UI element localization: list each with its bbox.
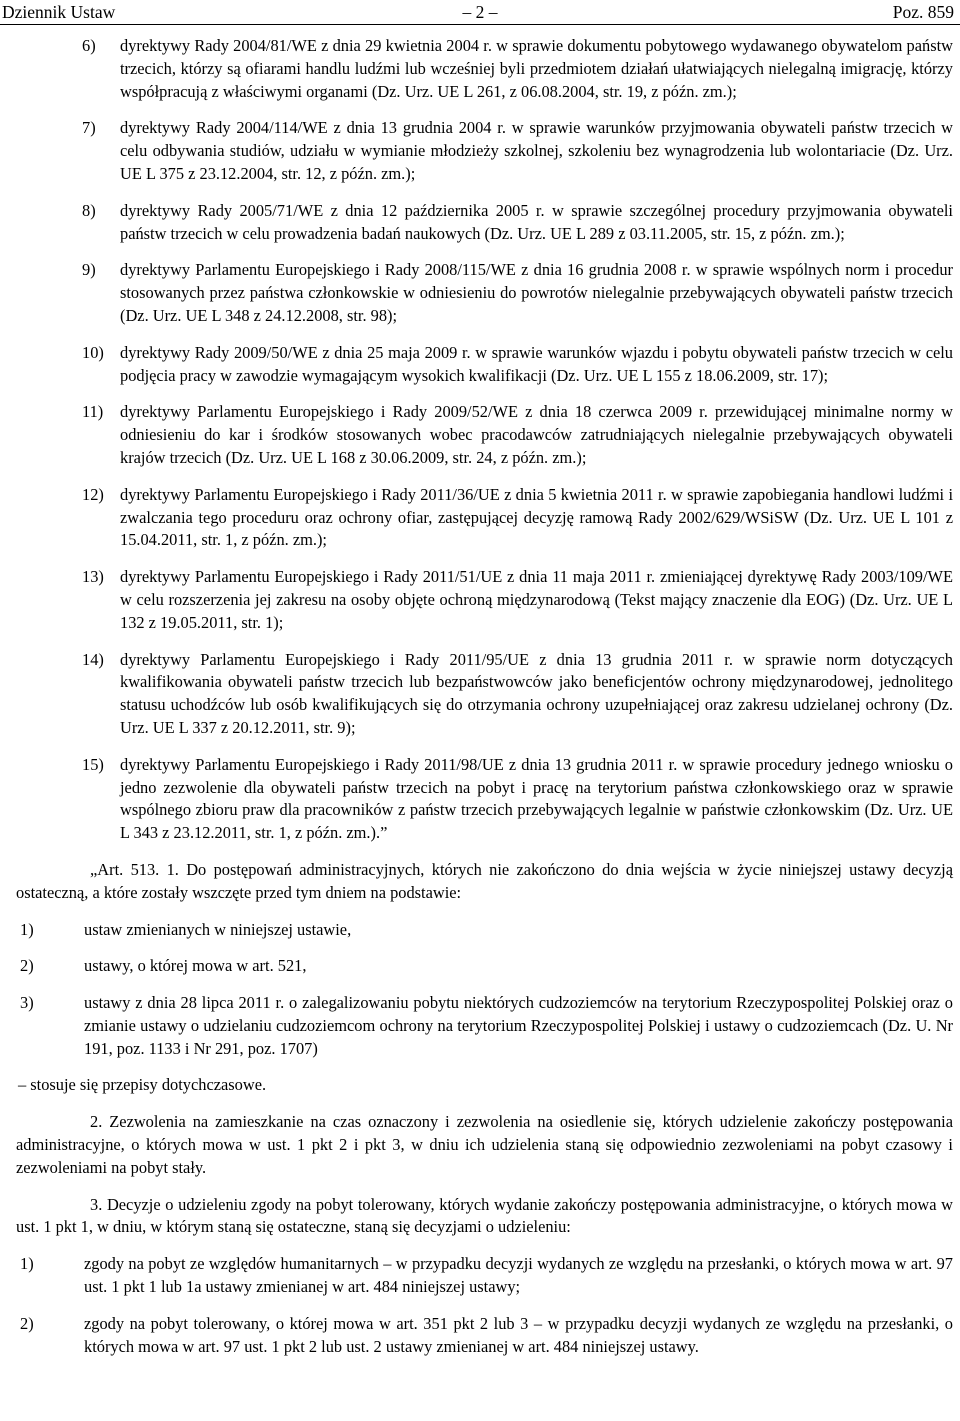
- item-number: 9): [82, 260, 96, 280]
- item-number: 2): [20, 1313, 34, 1333]
- list-item: [0, 342, 960, 388]
- list-item: [0, 35, 960, 103]
- list-item: [0, 200, 960, 246]
- list-item: [0, 919, 960, 942]
- list-item: [0, 754, 960, 845]
- item-number: 14): [82, 649, 104, 669]
- item-number: 1): [20, 1254, 34, 1274]
- item-number: 10): [82, 342, 104, 362]
- list-item: [0, 992, 960, 1060]
- item-text: dyrektywy Parlamentu Europejskiego i Rady 2011/51/UE z dnia 11 maja 2011 r. zmieniającej dyrektywę Rady 2003/109/WE w celu rozszerzenia jej zakresu na osoby objęte ochroną międzynarodową (Tekst mający znaczenie dla EOG) (Dz. Urz. UE L 132 z 19.05.2011, str. 1);: [120, 567, 953, 632]
- position-number: Poz. 859: [892, 2, 954, 22]
- item-text: ustawy z dnia 28 lipca 2011 r. o zalegalizowaniu pobytu niektórych cudzoziemców na terytorium Rzeczypospolitej Polskiej oraz o zmianie ustawy o udzielaniu cudzoziemcom ochrony na terytorium Rzeczypospolitej Polskiej i ustawy o cudzoziemcach (Dz. U. Nr 191, poz. 1133 i Nr 291, poz. 1707): [84, 993, 953, 1058]
- item-text: dyrektywy Rady 2004/114/WE z dnia 13 grudnia 2004 r. w sprawie warunków przyjmowania obywateli państw trzecich w celu odbywania studiów, udziału w wymianie młodzieży szkolnej, szkoleniu bez wynagrodzenia lub wolontariacie (Dz. Urz. UE L 375 z 23.12.2004, str. 12, z późn. zm.);: [120, 118, 953, 183]
- item-number: 3): [20, 993, 34, 1013]
- item-text: dyrektywy Rady 2005/71/WE z dnia 12 października 2005 r. w sprawie szczególnej procedury przyjmowania obywateli państw trzecich w celu prowadzenia badań naukowych (Dz. Urz. UE L 289 z 03.11.2005, str. 15, z późn. zm.);: [120, 200, 953, 243]
- list-item: [0, 955, 960, 978]
- item-text: dyrektywy Parlamentu Europejskiego i Rady 2009/52/WE z dnia 18 czerwca 2009 r. przewidującej minimalne normy w odniesieniu do kar i środków stosowanych wobec pracodawców zatrudniających nielegalnie przebywających obywateli krajów trzecich (Dz. Urz. UE L 168 z 30.06.2009, str. 24, z późn. zm.);: [120, 402, 953, 467]
- list-item: [0, 401, 960, 469]
- decision-list: [0, 1253, 960, 1358]
- item-number: 6): [82, 36, 96, 55]
- page-number: – 2 –: [462, 2, 498, 22]
- item-text: dyrektywy Parlamentu Europejskiego i Rady 2011/95/UE z dnia 13 grudnia 2011 r. w sprawie norm dotyczących kwalifikowania obywateli państw trzecich lub bezpaństwowców jako beneficjentów ochrony międzynarodowej, jednolitego statusu uchodźców lub osób kwalifikujących się do otrzymania ochrony uzupełniającej oraz zakresu udzielanej ochrony (Dz. Urz. UE L 337 z 20.12.2011, str. 9);: [120, 649, 953, 737]
- item-text: dyrektywy Rady 2004/81/WE z dnia 29 kwietnia 2004 r. w sprawie dokumentu pobytowego wydawanego obywatelom państw trzecich, którzy są ofiarami handlu ludźmi lub wcześniej byli przedmiotem działań ułatwiających nielegalną imigrację, którzy współpracują z właściwymi organami (Dz. Urz. UE L 261, z 06.08.2004, str. 19, z późn. zm.);: [120, 36, 953, 101]
- item-text: ustaw zmienianych w niniejszej ustawie,: [84, 919, 352, 939]
- list-item: [0, 566, 960, 634]
- list-item: [0, 1313, 960, 1359]
- list-item: [0, 117, 960, 185]
- paragraph-2: 2. Zezwolenia na zamieszkanie na czas oznaczony i zezwolenia na osiedlenie się, których udzielenie zakończy postępowania administracyjne, o których mowa w ust. 1 pkt 2 i pkt 3, w dniu ich udzielenia staną się odpowiednio zezwoleniami na pobyt czasowy i zezwoleniami na pobyt stały.: [16, 1112, 953, 1177]
- list-item: [0, 259, 960, 327]
- item-text: zgody na pobyt ze względów humanitarnych – w przypadku decyzji wydanych ze względu na przesłanki, o których mowa w art. 97 ust. 1 pkt 1 lub 1a ustawy zmienianej w art. 484 niniejszej ustawy;: [84, 1254, 953, 1297]
- item-number: 11): [82, 402, 104, 422]
- item-number: 7): [82, 118, 96, 138]
- item-text: dyrektywy Parlamentu Europejskiego i Rady 2008/115/WE z dnia 16 grudnia 2008 r. w sprawie wspólnych norm i procedur stosowanych przez państwa członkowskie w odniesieniu do powrotów nielegalnie przebywających obywateli państw trzecich (Dz. Urz. UE L 348 z 24.12.2008, str. 98);: [120, 260, 953, 325]
- article-paragraph: „Art. 513. 1. Do postępowań administracyjnych, których nie zakończono do dnia wejścia w życie niniejszej ustawy decyzją ostateczną, a które zostały wszczęte przed tym dniem na podstawie:: [16, 859, 953, 902]
- page-header: [0, 0, 960, 24]
- item-number: 15): [82, 754, 104, 774]
- paragraph-3: 3. Decyzje o udzieleniu zgody na pobyt tolerowany, których wydanie zakończy postępowania administracyjne, o których mowa w ust. 1 pkt 1, w dniu, w którym staną się ostateczne, staną się decyzjami o udzieleniu:: [16, 1194, 953, 1237]
- item-text: dyrektywy Rady 2009/50/WE z dnia 25 maja 2009 r. w sprawie warunków wjazdu i pobytu obywateli państw trzecich w celu podjęcia pracy w zawodzie wymagającym wysokich kwalifikacji (Dz. Urz. UE L 155 z 18.06.2009, str. 17);: [120, 342, 953, 385]
- item-number: 13): [82, 567, 104, 587]
- list-item: [0, 484, 960, 552]
- item-number: 8): [82, 200, 96, 220]
- item-text: zgody na pobyt tolerowany, o której mowa w art. 351 pkt 2 lub 3 – w przypadku decyzji wydanych ze względu na przesłanki, o których mowa w art. 97 ust. 1 pkt 2 lub ust. 2 ustawy zmienianej w art. 484 niniejszej ustawy.: [84, 1313, 953, 1356]
- closing-clause: – stosuje się przepisy dotychczasowe.: [18, 1075, 267, 1095]
- law-list: [0, 919, 960, 1061]
- journal-title: Dziennik Ustaw: [2, 2, 116, 22]
- item-text: ustawy, o której mowa w art. 521,: [84, 956, 307, 976]
- item-number: 1): [20, 919, 34, 939]
- item-number: 2): [20, 956, 34, 976]
- list-item: [0, 649, 960, 740]
- item-number: 12): [82, 484, 104, 504]
- directive-list: [0, 35, 960, 845]
- item-text: dyrektywy Parlamentu Europejskiego i Rady 2011/36/UE z dnia 5 kwietnia 2011 r. w sprawie zapobiegania handlowi ludźmi i zwalczania tego proceduru oraz ochrony ofiar, zastępującej decyzję ramową Rady 2002/629/WSiSW (Dz. Urz. UE L 101 z 15.04.2011, str. 1, z późn. zm.);: [120, 484, 953, 550]
- list-item: [0, 1253, 960, 1299]
- document-body: [0, 35, 960, 1372]
- item-text: dyrektywy Parlamentu Europejskiego i Rady 2011/98/UE z dnia 13 grudnia 2011 r. w sprawie procedury jednego wniosku o jedno zezwolenie dla obywateli państw trzecich na pobyt i pracę na terytorium państwa członkowskiego oraz w sprawie wspólnego zbioru praw dla pracowników z państw trzecich przebywających legalnie w państwie członkowskim (Dz. Urz. UE L 343 z 23.12.2011, str. 1, z późn. zm.).”: [120, 754, 953, 843]
- header-divider: [0, 24, 960, 25]
